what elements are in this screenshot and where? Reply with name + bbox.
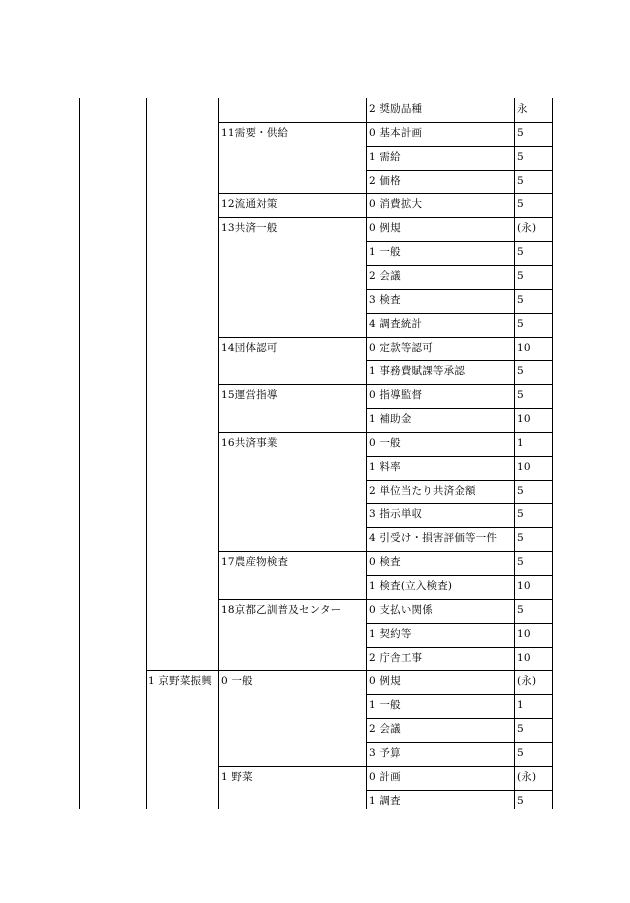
row-separator [218, 551, 553, 552]
row-separator [366, 623, 553, 624]
subcategory-cell: 14団体認可 [221, 341, 278, 354]
row-separator [218, 384, 553, 385]
row-separator [366, 456, 553, 457]
row-separator [366, 170, 553, 171]
item-cell: 2 会議 [369, 723, 401, 736]
retention-cell: 10 [517, 580, 531, 592]
retention-cell: 5 [517, 293, 524, 306]
row-separator [366, 265, 553, 266]
row-separator [218, 122, 553, 123]
row-separator [366, 146, 553, 147]
row-separator [146, 670, 553, 671]
item-cell: 2 庁舎工事 [369, 651, 423, 664]
row-separator [218, 217, 553, 218]
item-cell: 0 基本計画 [369, 126, 423, 139]
retention-cell: 5 [517, 746, 524, 759]
retention-cell: 5 [517, 365, 524, 378]
column-line [552, 98, 553, 809]
row-separator [366, 718, 553, 719]
row-separator [366, 790, 553, 791]
item-cell: 1 契約等 [369, 627, 412, 640]
item-cell: 1 検査(立入検査) [369, 580, 453, 592]
item-cell: 4 引受け・損害評価等一件 [369, 532, 498, 545]
item-cell: 0 一般 [369, 436, 401, 449]
row-separator [218, 766, 553, 767]
item-cell: 1 調査 [369, 794, 401, 807]
item-cell: 1 一般 [369, 699, 401, 712]
item-cell: 0 消費拡大 [369, 198, 423, 211]
row-separator [366, 527, 553, 528]
subcategory-cell: 0 一般 [221, 675, 253, 688]
row-separator [218, 193, 553, 194]
subcategory-cell: 11需要・供給 [221, 126, 289, 139]
row-separator [366, 313, 553, 314]
row-separator [366, 289, 553, 290]
retention-cell: 5 [517, 723, 524, 736]
row-separator [366, 575, 553, 576]
retention-cell: 5 [517, 198, 524, 211]
row-separator [218, 432, 553, 433]
retention-cell: 5 [517, 556, 524, 569]
retention-cell: 10 [517, 460, 531, 473]
retention-cell: 永 [517, 103, 528, 115]
item-cell: 3 予算 [369, 746, 401, 759]
retention-cell: 5 [517, 508, 524, 521]
retention-cell: (永) [517, 770, 537, 783]
retention-cell: 5 [517, 269, 524, 282]
row-separator [366, 503, 553, 504]
item-cell: 1 需給 [369, 150, 401, 163]
row-separator [366, 408, 553, 409]
subcategory-cell: 12流通対策 [221, 198, 278, 211]
subcategory-cell: 15運営指導 [221, 389, 278, 402]
column-line [146, 98, 147, 809]
item-cell: 0 定款等認可 [369, 341, 433, 354]
subcategory-cell: 17農産物検査 [221, 556, 289, 569]
row-separator [366, 241, 553, 242]
item-cell: 1 事務費賦課等承認 [369, 365, 466, 378]
column-line [79, 98, 80, 809]
item-cell: 1 料率 [369, 460, 401, 473]
item-cell: 0 例規 [369, 222, 401, 235]
retention-cell: 5 [517, 246, 524, 259]
item-cell: 1 補助金 [369, 413, 412, 426]
item-cell: 1 一般 [369, 246, 401, 259]
retention-cell: 5 [517, 794, 524, 807]
item-cell: 0 検査 [369, 556, 401, 569]
subcategory-cell: 13共済一般 [221, 222, 278, 235]
category-cell: 1 京野菜振興 [148, 675, 212, 688]
row-separator [218, 599, 553, 600]
retention-cell: 5 [517, 174, 524, 187]
item-cell: 0 指導監督 [369, 389, 423, 402]
retention-cell: 5 [517, 126, 524, 139]
item-cell: 2 単位当たり共済金額 [369, 484, 476, 497]
item-cell: 3 検査 [369, 293, 401, 306]
row-separator [366, 360, 553, 361]
retention-cell: 10 [517, 413, 531, 426]
retention-cell: 10 [517, 627, 531, 640]
row-separator [366, 647, 553, 648]
item-cell: 0 例規 [369, 675, 401, 688]
column-line [366, 98, 367, 809]
retention-cell: (永) [517, 675, 537, 688]
item-cell: 2 会議 [369, 269, 401, 282]
row-separator [366, 480, 553, 481]
retention-cell: 10 [517, 651, 531, 664]
item-cell: 2 価格 [369, 174, 401, 187]
row-separator [366, 742, 553, 743]
row-separator [218, 337, 553, 338]
item-cell: 0 支払い関係 [369, 603, 433, 616]
retention-cell: 5 [517, 484, 524, 497]
column-line [514, 98, 515, 809]
row-separator [366, 694, 553, 695]
retention-cell: 5 [517, 603, 524, 616]
column-line [218, 98, 219, 809]
item-cell: 4 調査統計 [369, 317, 423, 330]
retention-cell: 5 [517, 150, 524, 163]
retention-cell: (永) [517, 222, 537, 235]
subcategory-cell: 16共済事業 [221, 436, 278, 449]
retention-cell: 1 [517, 699, 524, 712]
item-cell: 0 計画 [369, 770, 401, 783]
retention-cell: 10 [517, 341, 531, 354]
retention-cell: 5 [517, 532, 524, 545]
retention-cell: 5 [517, 389, 524, 402]
subcategory-cell: 1 野菜 [221, 770, 253, 783]
retention-cell: 1 [517, 436, 524, 449]
item-cell: 3 指示単収 [369, 508, 423, 521]
item-cell: 2 奨励品種 [369, 103, 423, 115]
subcategory-cell: 18京都乙訓普及センター [221, 603, 342, 616]
retention-cell: 5 [517, 317, 524, 330]
